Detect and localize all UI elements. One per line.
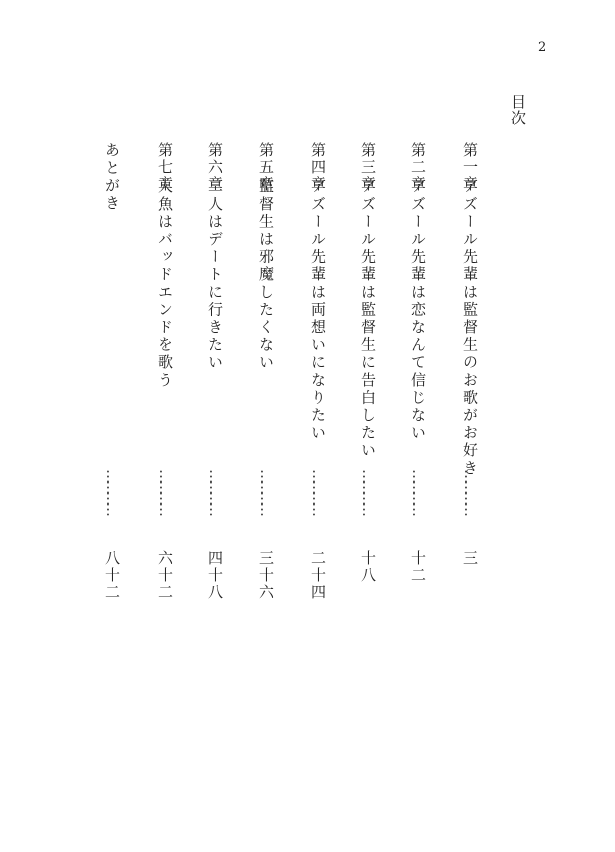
chapter-label: 第六章 (206, 142, 224, 193)
chapter-label: 第三章 (359, 142, 377, 193)
page-reference: 三 (461, 550, 479, 567)
toc-entry-3[interactable] (360, 142, 382, 622)
chapter-title: アズール先輩は監督生のお歌がお好き (461, 178, 479, 478)
toc-entry-7[interactable] (157, 142, 179, 622)
toc-entry-6[interactable] (207, 142, 229, 622)
dot-leader: ………… (156, 469, 174, 513)
chapter-label: 第二章 (409, 142, 427, 193)
chapter-title: 人魚はバッドエンドを歌う (156, 178, 174, 390)
chapter-title: アズール先輩は監督生に告白したい (359, 178, 377, 460)
toc-entry-4[interactable] (310, 142, 332, 622)
toc-heading: 目次 (509, 94, 527, 126)
page-reference: 三十六 (257, 550, 275, 601)
chapter-label: 第五章 (257, 142, 275, 193)
chapter-title: アズール先輩は恋なんて信じない (409, 178, 427, 442)
dot-leader: ………… (206, 469, 224, 513)
dot-leader: ………… (257, 469, 275, 513)
chapter-label: 第七章 (156, 142, 174, 193)
page-reference: 十八 (359, 550, 377, 584)
page-reference: 六十二 (156, 550, 174, 601)
dot-leader: ………… (461, 469, 479, 513)
dot-leader: ………… (103, 469, 121, 513)
chapter-label: 第四章 (309, 142, 327, 193)
page-reference: 十二 (409, 550, 427, 584)
toc-entry-1[interactable] (462, 142, 484, 622)
page-number: 2 (538, 40, 547, 55)
chapter-title: 監督生は邪魔したくない (257, 178, 275, 372)
dot-leader: ………… (309, 469, 327, 513)
chapter-title: あとがき (103, 142, 121, 213)
toc-entry-5[interactable] (258, 142, 280, 622)
page-reference: 四十八 (206, 550, 224, 601)
page-reference: 八十二 (103, 550, 121, 601)
toc-entry-afterword[interactable] (104, 142, 126, 622)
page-reference: 二十四 (309, 550, 327, 601)
dot-leader: ………… (359, 469, 377, 513)
chapter-label: 第一章 (461, 142, 479, 193)
chapter-title: アズール先輩は両想いになりたい (309, 178, 327, 442)
chapter-title: 二人はデートに行きたい (206, 178, 224, 372)
toc-entry-2[interactable] (410, 142, 432, 622)
dot-leader: ………… (409, 469, 427, 513)
